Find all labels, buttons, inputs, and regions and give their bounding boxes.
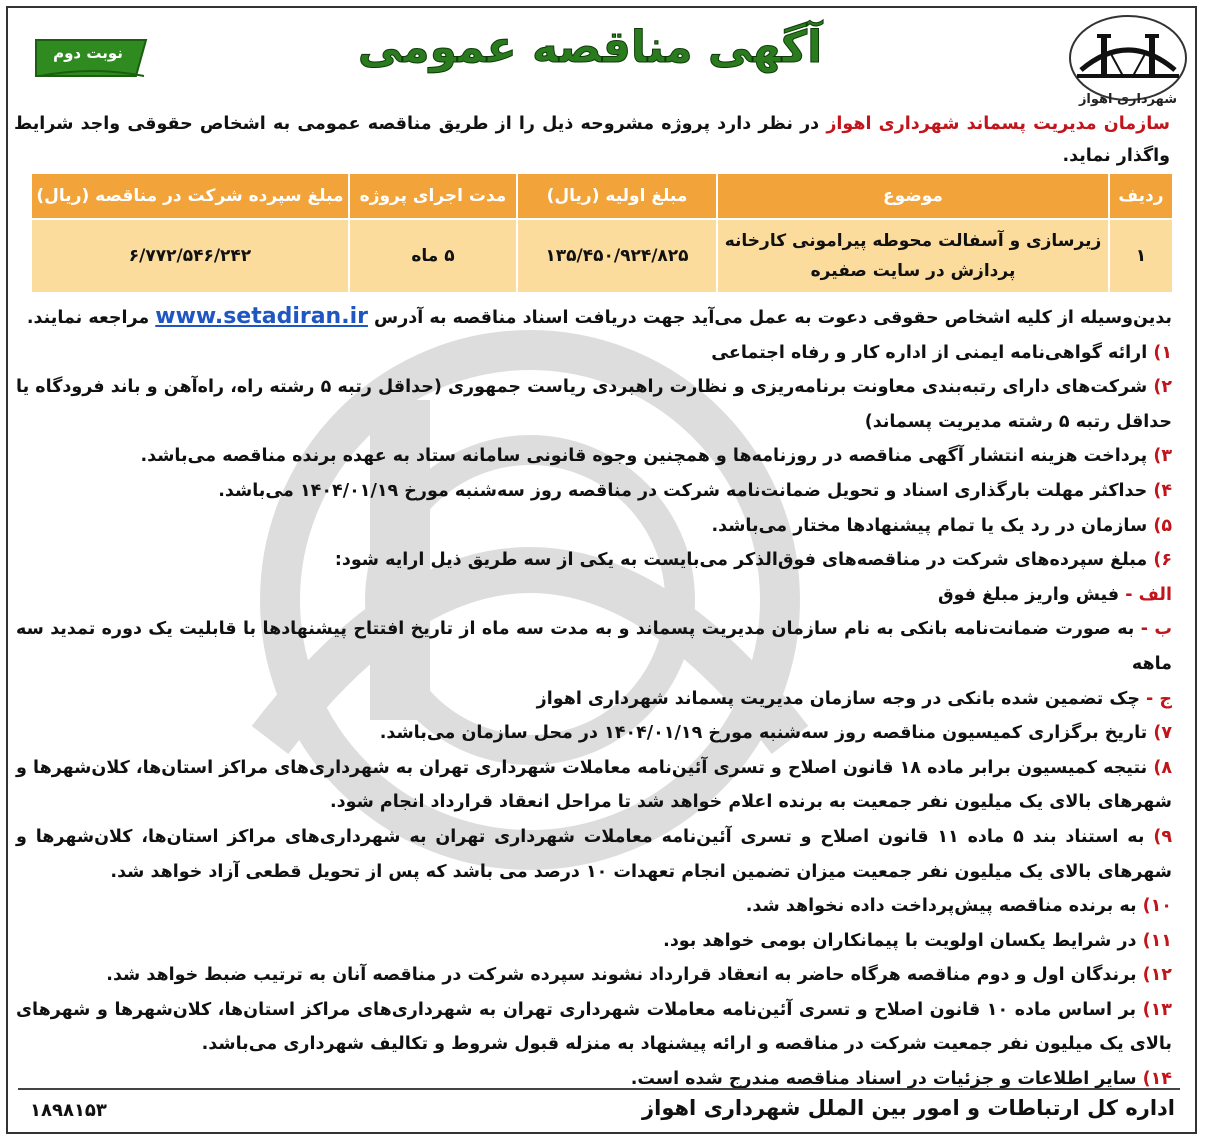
cell-row-number: ۱ bbox=[1109, 219, 1173, 293]
table-header-row bbox=[31, 173, 1173, 219]
cell-deposit-amount: ۶/۷۷۲/۵۴۶/۲۴۲ bbox=[31, 219, 349, 293]
item-number: ۶) bbox=[1153, 550, 1172, 571]
list-item bbox=[16, 889, 1172, 924]
list-item bbox=[16, 958, 1172, 993]
item-text: ارائه گواهی‌نامه ایمنی از اداره کار و رفاه اجتماعی bbox=[711, 342, 1154, 363]
list-item bbox=[16, 751, 1172, 820]
item-text: نتیجه کمیسیون برابر ماده ۱۸ قانون اصلاح و تسری آئین‌نامه معاملات شهرداری تهران به شهرداری‌های مراکز استان‌ها، کلان‌شهرها و شهرهای بالای یک میلیون نفر جمعیت به برنده اعلام خواهد شد تا مراحل انعقاد قرارداد انجام شود. bbox=[16, 757, 1172, 813]
item-text: شرکت‌های دارای رتبه‌بندی معاونت برنامه‌ریزی و نظارت راهبردی ریاست جمهوری (حداقل رتبه ۵ رشته راه، راه‌آهن و باند فرودگاه یا حداقل رتبه ۵ رشته مدیریت پسماند) bbox=[16, 377, 1172, 432]
list-item bbox=[16, 474, 1172, 509]
item-text: در شرایط یکسان اولویت با پیمانکاران بومی خواهد بود. bbox=[663, 930, 1143, 951]
item-number: ۷) bbox=[1153, 723, 1172, 744]
list-item bbox=[16, 993, 1172, 1062]
header-deposit-amount: مبلغ سپرده شرکت در مناقصه (ریال) bbox=[31, 173, 349, 219]
footer-department: اداره کل ارتباطات و امور بین الملل شهرداری اهواز bbox=[642, 1096, 1175, 1120]
list-item bbox=[16, 924, 1172, 959]
item-text: چک تضمین شده بانکی در وجه سازمان مدیریت پسماند شهرداری اهواز bbox=[536, 688, 1147, 709]
item-text: برندگان اول و دوم مناقصه هرگاه حاضر به انعقاد قرارداد نشوند سپرده شرکت در مناقصه آنان به ترتیب ضبط خواهد شد. bbox=[106, 965, 1143, 986]
item-number: ۱۲) bbox=[1142, 965, 1172, 986]
item-number: ۳) bbox=[1153, 446, 1172, 467]
item-text: پرداخت هزینه انتشار آگهی مناقصه در روزنامه‌ها و همچنین وجوه قانونی سامانه ستاد به عهده برنده مناقصه می‌باشد. bbox=[140, 446, 1154, 467]
item-text: به صورت ضمانت‌نامه بانکی به نام سازمان مدیریت پسماند و به مدت سه ماه از تاریخ افتتاح پیشنهادها با قابلیت یک دوره تمدید سه ماهه bbox=[16, 619, 1172, 674]
item-number: ۵) bbox=[1153, 515, 1172, 536]
item-number: الف - bbox=[1125, 584, 1172, 605]
logo-label: شهرداری اهواز bbox=[1078, 92, 1178, 107]
item-text: سایر اطلاعات و جزئیات در اسناد مناقصه مندرج شده است. bbox=[630, 1069, 1143, 1090]
footer-divider bbox=[18, 1088, 1180, 1090]
item-number: ۸) bbox=[1153, 757, 1172, 778]
invite-text-after: مراجعه نمایند. bbox=[26, 308, 156, 328]
item-text: فیش واریز مبلغ فوق bbox=[937, 584, 1126, 605]
ad-code: ۱۸۹۸۱۵۳ bbox=[30, 1100, 107, 1121]
list-item bbox=[16, 439, 1172, 474]
header-initial-amount: مبلغ اولیه (ریال) bbox=[517, 173, 717, 219]
cell-subject: زیرسازی و آسفالت محوطه پیرامونی کارخانه پردازش در سایت صفیره bbox=[717, 219, 1109, 293]
list-item bbox=[16, 612, 1172, 681]
item-text: به استناد بند ۵ ماده ۱۱ قانون اصلاح و تسری آئین‌نامه معاملات شهرداری تهران به شهرداری‌های مراکز استان‌ها، کلان‌شهرها و شهرهای بالای یک میلیون نفر جمعیت میزان تضمین انجام تعهدات ۱۰ درصد می باشد که پس از تحویل قطعی آزاد خواهد شد. bbox=[16, 826, 1172, 882]
intro-paragraph bbox=[14, 108, 1170, 172]
list-item bbox=[16, 509, 1172, 544]
item-number: ۱۳) bbox=[1142, 999, 1172, 1020]
item-number: ب - bbox=[1140, 619, 1172, 640]
item-text: مبلغ سپرده‌های شرکت در مناقصه‌های فوق‌الذکر می‌بایست به یکی از سه طریق ذیل ارایه شود: bbox=[334, 550, 1154, 571]
title-box bbox=[330, 22, 850, 92]
list-item bbox=[16, 682, 1172, 717]
item-number: ج - bbox=[1146, 688, 1172, 709]
list-item bbox=[16, 578, 1172, 613]
item-number: ۱۰) bbox=[1142, 896, 1172, 917]
header-duration: مدت اجرای پروژه bbox=[349, 173, 517, 219]
item-number: ۱۱) bbox=[1142, 930, 1172, 951]
item-number: ۱) bbox=[1153, 342, 1172, 363]
table-row bbox=[31, 219, 1173, 293]
cell-initial-amount: ۱۳۵/۴۵۰/۹۲۴/۸۲۵ bbox=[517, 219, 717, 293]
item-text: بر اساس ماده ۱۰ قانون اصلاح و تسری آئین‌نامه معاملات شهرداری تهران به شهرداری‌های مراکز استان‌ها، کلان‌شهرها و شهرهای بالای یک میلیون نفر جمعیت شرکت در مناقصه و ارائه پیشنهاد به منزله قبول شروط و تکالیف شهرداری می‌باشد. bbox=[16, 999, 1172, 1055]
cell-duration: ۵ ماه bbox=[349, 219, 517, 293]
item-text: به برنده مناقصه پیش‌پرداخت داده نخواهد شد. bbox=[745, 896, 1143, 917]
list-item bbox=[16, 820, 1172, 889]
item-number: ۹) bbox=[1153, 826, 1172, 847]
list-item bbox=[16, 370, 1172, 439]
item-number: ۴) bbox=[1153, 480, 1172, 501]
header-subject: موضوع bbox=[717, 173, 1109, 219]
list-item bbox=[16, 543, 1172, 578]
invite-paragraph bbox=[16, 300, 1172, 336]
tender-table bbox=[30, 172, 1174, 294]
item-text: تاریخ برگزاری کمیسیون مناقصه روز سه‌شنبه مورخ ۱۴۰۴/۰۱/۱۹ در محل سازمان می‌باشد. bbox=[379, 723, 1154, 744]
item-number: ۲) bbox=[1153, 377, 1172, 398]
item-number: ۱۴) bbox=[1142, 1069, 1172, 1090]
list-item bbox=[16, 336, 1172, 371]
round-badge: نوبت دوم bbox=[53, 44, 123, 62]
header-row-number: ردیف bbox=[1109, 173, 1173, 219]
page-title: آگهی مناقصه عمومی bbox=[357, 22, 823, 73]
invite-text-before: بدین‌وسیله از کلیه اشخاص حقوقی دعوت به عمل می‌آید جهت دریافت اسناد مناقصه به آدرس bbox=[367, 308, 1172, 328]
item-text: حداکثر مهلت بارگذاری اسناد و تحویل ضمانت‌نامه شرکت در مناقصه روز سه‌شنبه مورخ ۱۴۰۴/۰۱/۱۹ می‌باشد. bbox=[218, 480, 1154, 501]
list-item bbox=[16, 716, 1172, 751]
organization-name: سازمان مدیریت پسماند شهرداری اهواز bbox=[826, 114, 1170, 134]
intro-text: در نظر دارد پروژه مشروحه ذیل را از طریق مناقصه عمومی به اشخاص حقوقی واجد شرایط واگذار نماید. bbox=[14, 114, 1170, 166]
setadiran-link[interactable]: www.setadiran.ir bbox=[155, 304, 368, 329]
conditions-body bbox=[16, 300, 1172, 1097]
list-item bbox=[16, 1062, 1172, 1097]
item-text: سازمان در رد یک یا تمام پیشنهادها مختار می‌باشد. bbox=[711, 515, 1154, 536]
